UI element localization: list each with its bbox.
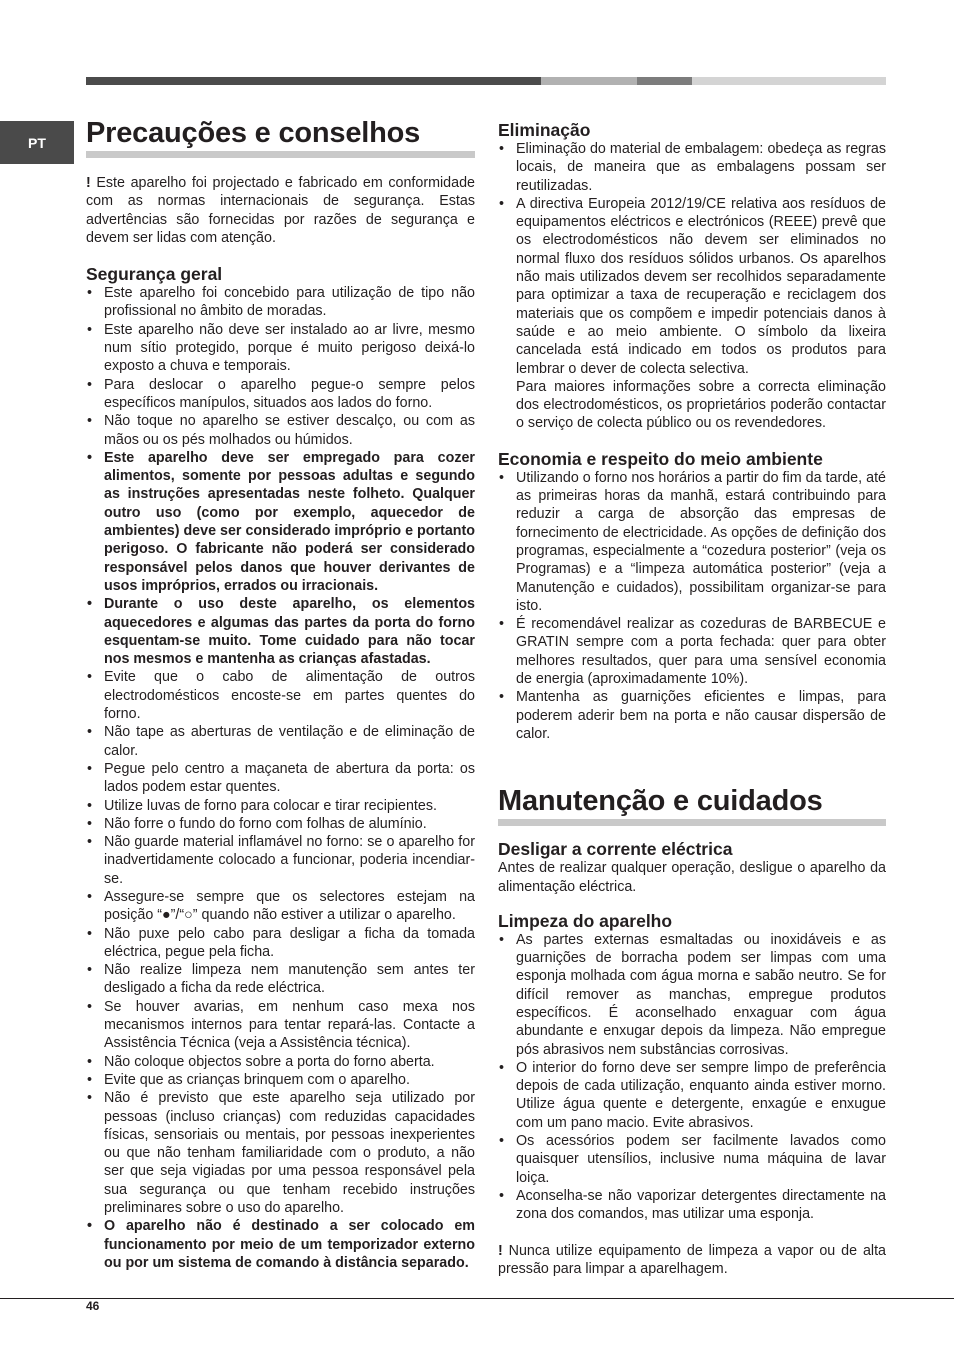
list-item: • Não coloque objectos sobre a porta do forno aberta. bbox=[86, 1053, 475, 1071]
seguranca-list bbox=[86, 284, 475, 1272]
list-item: • Os acessórios podem ser facilmente lavados como quaisquer utensílios, inclusive numa máquina de lavar loiça. bbox=[498, 1132, 886, 1187]
list-item: • O interior do forno deve ser sempre limpo de preferência depois de cada utilização, enquanto ainda estiver morno. Utilize água quente e detergente, enxagúe e enxugue com um pano macio. Evite abrasivos. bbox=[498, 1059, 886, 1132]
desligar-paragraph: Antes de realizar qualquer operação, desligue o aparelho da alimentação eléctrica. bbox=[498, 860, 886, 895]
list-item: • Aconselha-se não vaporizar detergentes directamente na zona dos comandos, mas utilizar uma esponja. bbox=[498, 1187, 886, 1224]
list-item: • Utilizando o forno nos horários a partir do fim da tarde, até as primeiras horas da manhã, estará contribuindo para reduzir a carga de absorção das empresas de fornecimento de electricidade. As opções de definição dos programas, especialmente a “cozedura posterior” (veja os Programas) e a “limpeza automática posterior” (veja a Manutenção e cuidados), possibilitam organizar-se para isto. bbox=[498, 469, 886, 615]
list-item: • Não forre o fundo do forno com folhas de alumínio. bbox=[86, 815, 475, 833]
language-tab: PT bbox=[0, 121, 74, 164]
note-text: Nunca utilize equipamento de limpeza a vapor ou de alta pressão para limpar a aparelhagem. bbox=[498, 1242, 886, 1277]
heading-limpeza: Limpeza do aparelho bbox=[498, 910, 673, 931]
footer-divider bbox=[0, 1298, 954, 1299]
list-item: • Este aparelho deve ser empregado para cozer alimentos, somente por pessoas adultas e segundo as instruções apresentadas neste folheto. Qualquer outro uso (como por exemplo, aquecedor de ambientes) deve ser considerado impróprio e portanto perigoso. O fabricante não poderá ser considerado responsável pelos danos que houver derivantes de usos impróprios, errados ou irracionais. bbox=[86, 449, 475, 595]
header-bar-segment-pale bbox=[692, 77, 886, 85]
list-item: • Utilize luvas de forno para colocar e tirar recipientes. bbox=[86, 797, 475, 815]
list-item-text: A directiva Europeia 2012/19/CE relativa aos resíduos de equipamentos eléctricos e electrónicos (REEE) prevê que os electrodomésticos não devem ser eliminados no normal fluxo dos resíduos sólidos urbanos. Os aparelhos não mais utilizados devem ser recolhidos separadamente para optimizar a taxa de recuperação e reciclagem dos materiais que os compõem e impedir potenciais danos à saúde e ao meio ambiente. O símbolo da lixeira cancelada está indicado em todos os produtos para lembrar o dever de colecta selectiva. bbox=[516, 195, 886, 377]
intro-paragraph bbox=[86, 174, 475, 247]
limpeza-list bbox=[498, 931, 886, 1224]
list-item bbox=[498, 195, 886, 433]
list-item: • Evite que o cabo de alimentação de outros electrodomésticos encoste-se em partes quentes do forno. bbox=[86, 668, 475, 723]
list-item: • É recomendável realizar as cozeduras de BARBECUE e GRATIN sempre com a porta fechada: quer para obter melhores resultados, quer para uma sensível economia de energia (aproximadamente 10%). bbox=[498, 615, 886, 688]
right-column bbox=[498, 117, 886, 1278]
warning-mark: ! bbox=[86, 175, 91, 191]
list-item: • Pegue pelo centro a maçaneta de abertura da porta: os lados podem estar quentes. bbox=[86, 760, 475, 797]
header-bar-segment-mid bbox=[637, 77, 692, 85]
list-item: • Não é previsto que este aparelho seja utilizado por pessoas (incluso crianças) com reduzidas capacidades físicas, sensoriais ou mentais, por pessoas inexperientes ou que não tenham familiaridade com o produto, a não ser que seja vigiadas por uma pessoa responsável pela sua segurança ou que tenham recebido instruções preliminares sobre o uso do aparelho. bbox=[86, 1089, 475, 1217]
section-title-manutencao: Manutenção e cuidados bbox=[498, 785, 886, 826]
header-color-bar bbox=[86, 77, 886, 85]
warning-mark: ! bbox=[498, 1242, 503, 1259]
list-item: • Eliminação do material de embalagem: obedeça as regras locais, de maneira que as embalagens possam ser reutilizadas. bbox=[498, 140, 886, 195]
list-item: • Se houver avarias, em nenhum caso mexa nos mecanismos internos para tentar repará-las. Contacte a Assistência Técnica (veja a Assistência técnica). bbox=[86, 998, 475, 1053]
list-item: • Este aparelho foi concebido para utilização de tipo não profissional no âmbito de moradas. bbox=[86, 284, 475, 321]
heading-desligar-corrente: Desligar a corrente eléctrica bbox=[498, 839, 733, 860]
list-item: • Este aparelho não deve ser instalado ao ar livre, mesmo num sítio protegido, porque é muito perigoso deixá-lo exposto a chuva e temporais. bbox=[86, 321, 475, 376]
list-item: • Assegure-se sempre que os selectores estejam na posição “●”/“○” quando não estiver a utilizar o aparelho. bbox=[86, 888, 475, 925]
list-item: • Evite que as crianças brinquem com o aparelho. bbox=[86, 1071, 475, 1089]
list-item: • Durante o uso deste aparelho, os elementos aquecedores e algumas das partes da porta do forno esquentam-se muito. Tome cuidado para não tocar nos mesmos e mantenha as crianças afastadas. bbox=[86, 595, 475, 668]
list-item: • Mantenha as guarnições eficientes e limpas, para poderem aderir bem na porta e não causar dispersão de calor. bbox=[498, 688, 886, 743]
heading-seguranca-geral: Segurança geral bbox=[86, 264, 223, 285]
section-title-precaucoes: Precauções e conselhos bbox=[86, 117, 475, 158]
intro-text: Este aparelho foi projectado e fabricado em conformidade com as normas internacionais de segurança. Estas advertências são fornecidas por razões de segurança e devem ser lidas com atenção. bbox=[86, 175, 475, 246]
list-item: • Não guarde material inflamável no forno: se o aparelho for inadvertidamente colocado a funcionar, poderia incendiar-se. bbox=[86, 833, 475, 888]
list-item: • Não puxe pelo cabo para desligar a ficha da tomada eléctrica, pegue pela ficha. bbox=[86, 925, 475, 962]
header-bar-segment-light bbox=[541, 77, 637, 85]
list-item: • O aparelho não é destinado a ser colocado em funcionamento por meio de um temporizador externo ou por um sistema de comando à distância separado. bbox=[86, 1217, 475, 1272]
list-item-continuation: Para maiores informações sobre a correcta eliminação dos electrodomésticos, os proprietários poderão contactar o serviço de colecta público ou os revendedores. bbox=[516, 378, 886, 432]
heading-economia: Economia e respeito do meio ambiente bbox=[498, 448, 823, 469]
page-number: 46 bbox=[86, 1299, 100, 1313]
list-item: • Não tape as aberturas de ventilação e de eliminação de calor. bbox=[86, 723, 475, 760]
list-item: • Não toque no aparelho se estiver descalço, ou com as mãos ou os pés molhados ou húmidos. bbox=[86, 412, 475, 449]
list-item: • Para deslocar o aparelho pegue-o sempre pelos específicos manípulos, situados aos lados do forno. bbox=[86, 376, 475, 413]
economia-list bbox=[498, 469, 886, 743]
left-column bbox=[86, 117, 475, 1272]
list-item: • As partes externas esmaltadas ou inoxidáveis e as guarnições de borracha podem ser limpas com uma esponja molhada com água morna e sabão neutro. Se for difícil remover as manchas, empregue produtos específicos. É aconselhado enxaguar com água abundante e enxugar depois da limpeza. Não empregue pós abrasivos nem substâncias corrosivas. bbox=[498, 931, 886, 1059]
header-bar-segment-dark bbox=[86, 77, 541, 85]
steam-warning-note bbox=[498, 1242, 886, 1279]
list-item: • Não realize limpeza nem manutenção sem antes ter desligado a ficha da rede eléctrica. bbox=[86, 961, 475, 998]
heading-eliminacao: Eliminação bbox=[498, 120, 591, 140]
eliminacao-list bbox=[498, 140, 886, 433]
